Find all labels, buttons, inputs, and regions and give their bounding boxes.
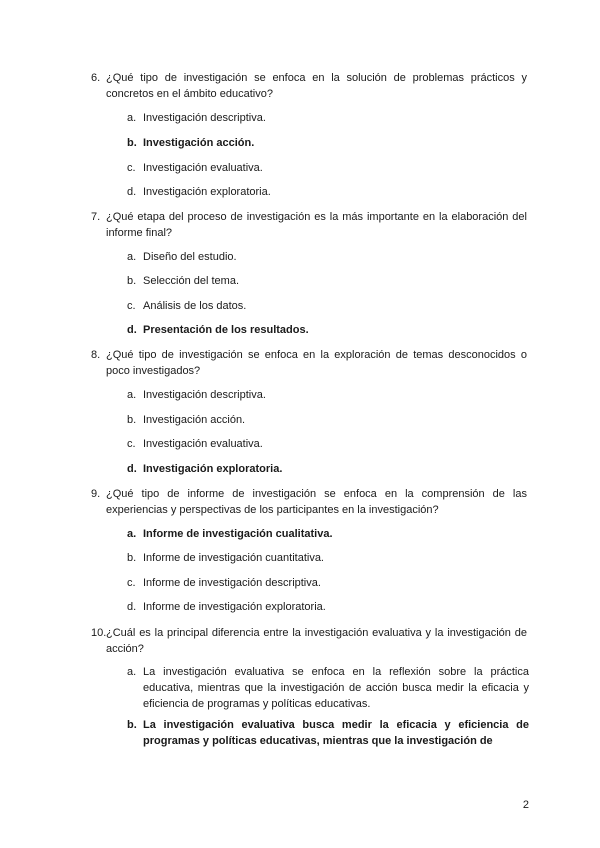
option-letter: b. [127,137,137,149]
option-8a [127,387,529,403]
option-7d-correct [127,322,529,338]
option-letter: d. [127,601,137,613]
option-9d [127,599,529,615]
option-text: La investigación evaluativa busca medir la eficacia y eficiencia de programas y políticas educativas, mientras que la investigación de [143,719,529,747]
option-text: Investigación exploratoria. [143,186,271,198]
option-text: Investigación descriptiva. [143,389,266,401]
option-10b-correct [127,717,529,749]
question-number: 8. [91,349,101,361]
option-text: Selección del tema. [143,275,239,287]
option-text: Informe de investigación cualitativa. [143,528,333,540]
option-6b-correct [127,135,529,151]
option-letter: d. [127,463,137,475]
option-text: La investigación evaluativa se enfoca en la reflexión sobre la práctica educativa, mientras que la investigación de acción busca medir la eficacia y eficiencia de programas y políticas educativas. [143,666,529,710]
question-6 [91,70,527,102]
option-text: Informe de investigación descriptiva. [143,577,321,589]
option-9c [127,575,529,591]
option-letter: c. [127,577,136,589]
question-text: ¿Qué tipo de investigación se enfoca en la solución de problemas prácticos y concretos en el ámbito educativo? [106,72,527,100]
option-letter: b. [127,552,137,564]
question-10 [91,625,527,657]
question-7 [91,209,527,241]
option-text: Investigación evaluativa. [143,162,263,174]
question-8 [91,347,527,379]
option-letter: c. [127,438,136,450]
option-text: Informe de investigación exploratoria. [143,601,326,613]
page-number: 2 [522,799,529,811]
option-7c [127,298,529,314]
option-letter: a. [127,389,137,401]
option-6a [127,110,529,126]
question-number: 6. [91,72,101,84]
option-text: Investigación acción. [143,137,255,149]
option-text: Diseño del estudio. [143,251,237,263]
option-7a [127,249,529,265]
option-8c [127,436,529,452]
option-letter: a. [127,666,137,678]
option-8b [127,412,529,428]
option-6d [127,184,529,200]
option-9a-correct [127,526,529,542]
option-letter: d. [127,186,137,198]
option-text: Análisis de los datos. [143,300,247,312]
question-number: 9. [91,488,101,500]
option-letter: a. [127,251,137,263]
option-text: Presentación de los resultados. [143,324,309,336]
option-7b [127,273,529,289]
option-letter: a. [127,112,137,124]
option-6c [127,160,529,176]
option-letter: c. [127,162,136,174]
option-letter: c. [127,300,136,312]
option-letter: b. [127,414,137,426]
option-text: Investigación exploratoria. [143,463,283,475]
option-letter: a. [127,528,137,540]
option-8d-correct [127,461,529,477]
option-9b [127,550,529,566]
option-letter: d. [127,324,137,336]
question-number: 10. [91,627,107,639]
question-text: ¿Cuál es la principal diferencia entre la investigación evaluativa y la investigación de acción? [106,627,527,655]
option-letter: b. [127,719,137,731]
question-text: ¿Qué etapa del proceso de investigación es la más importante en la elaboración del informe final? [106,211,527,239]
option-text: Investigación acción. [143,414,246,426]
option-text: Investigación evaluativa. [143,438,263,450]
option-10a [127,664,529,712]
question-number: 7. [91,211,101,223]
option-letter: b. [127,275,137,287]
question-9 [91,486,527,518]
option-text: Informe de investigación cuantitativa. [143,552,324,564]
option-text: Investigación descriptiva. [143,112,266,124]
question-text: ¿Qué tipo de investigación se enfoca en la exploración de temas desconocidos o poco investigados? [106,349,527,377]
question-text: ¿Qué tipo de informe de investigación se enfoca en la comprensión de las experiencias y perspectivas de los participantes en la investigación? [106,488,527,516]
